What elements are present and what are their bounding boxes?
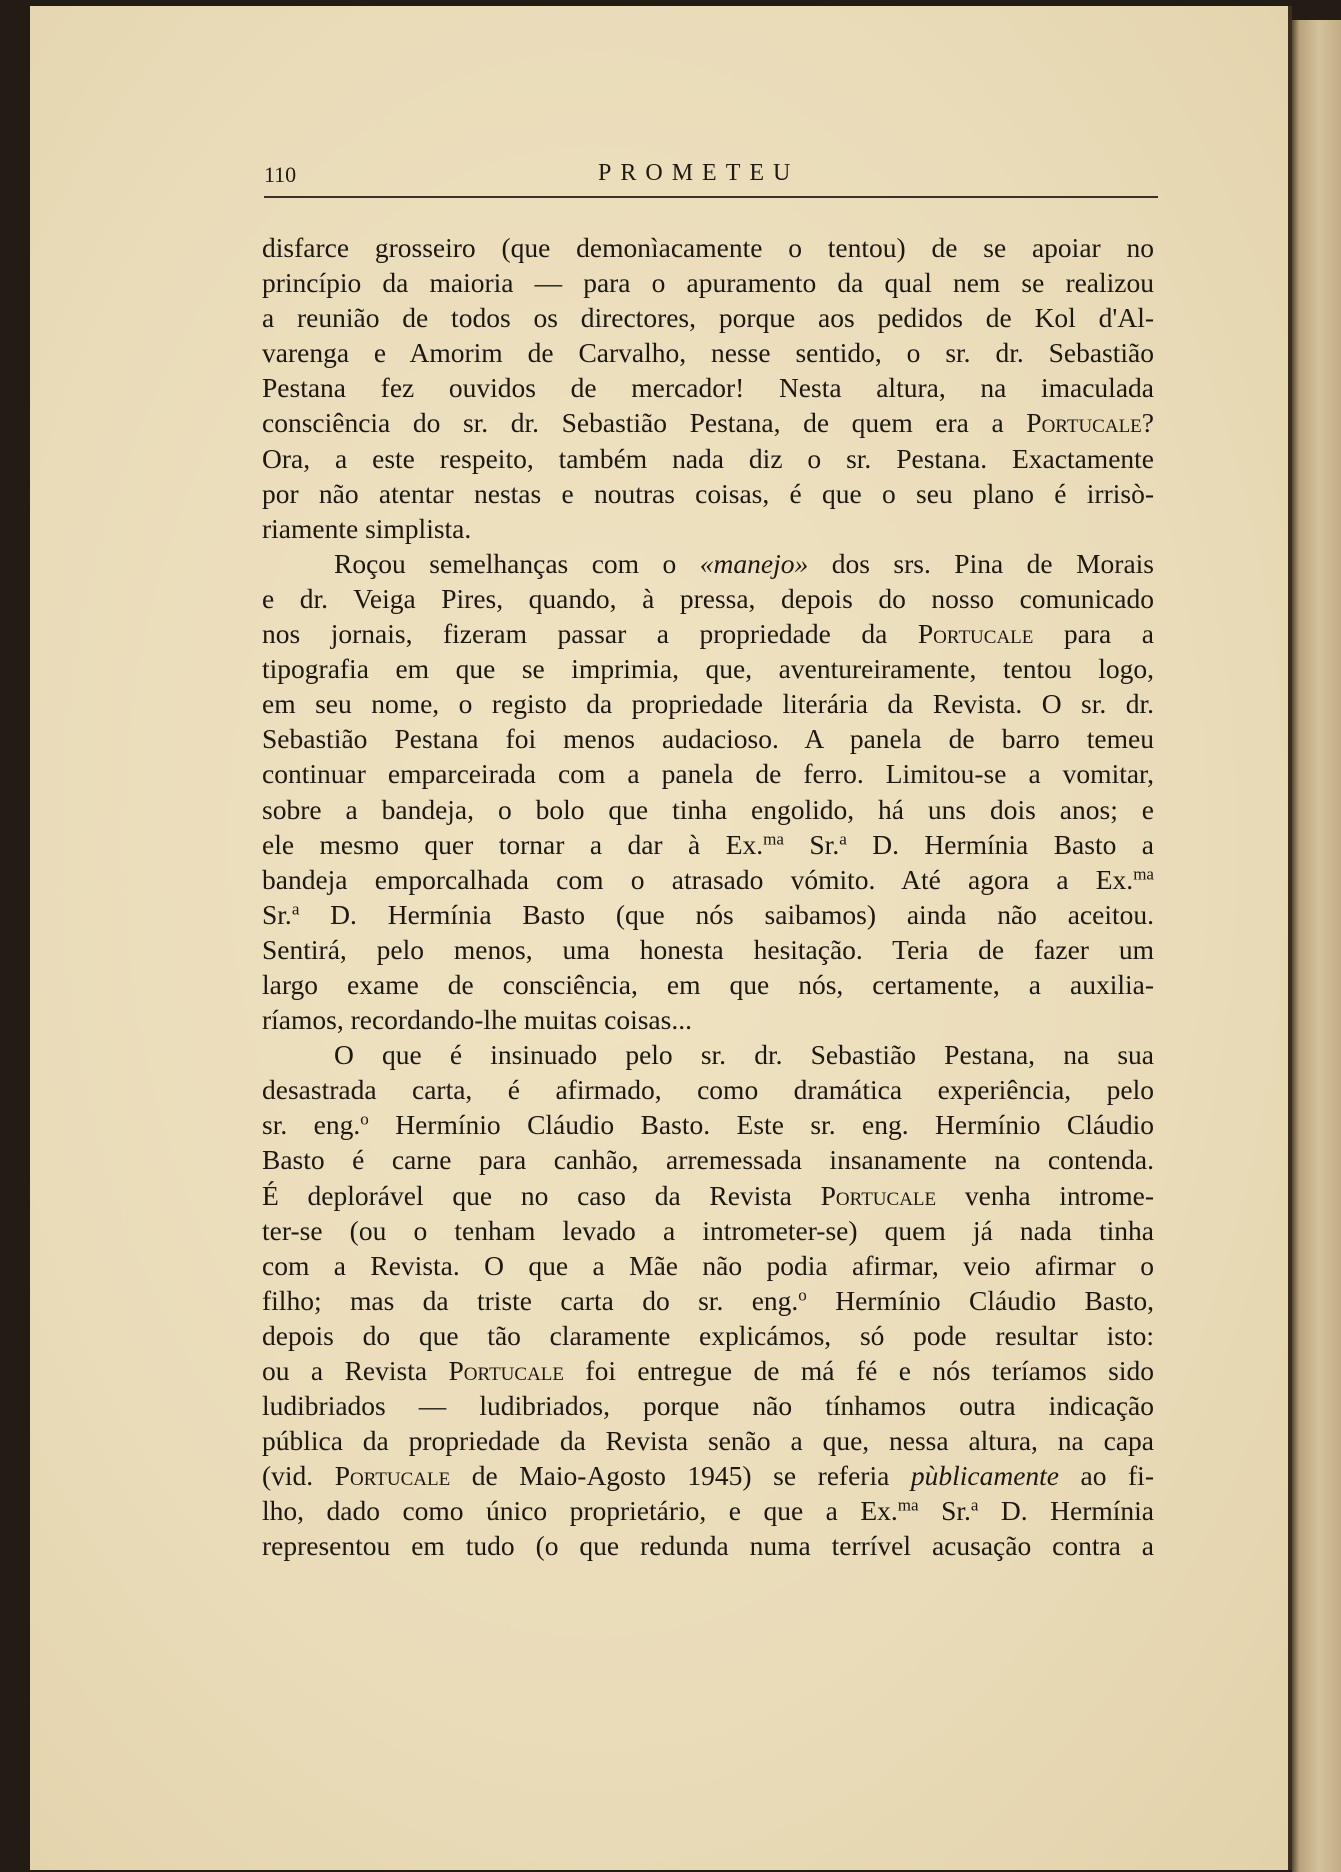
- text-line: sr. eng.$^o$ Hermínio Cláudio Basto. Este sr. eng. Hermínio Cláudio: [262, 1109, 1154, 1141]
- page-number: 110: [264, 162, 297, 187]
- text-line: e dr. Veiga Pires, quando, à pressa, depois do nosso comunicado: [262, 582, 1154, 614]
- text-line: pública da propriedade da Revista senão a que, nessa altura, na capa: [262, 1425, 1154, 1457]
- text-line: a reunião de todos os directores, porque aos pedidos de Kol d'Al-: [262, 302, 1154, 334]
- text-line: representou em tudo (o que redunda numa terrível acusação contra a: [262, 1530, 1154, 1562]
- text-line: É deplorável que no caso da Revista Portucale venha introme-: [262, 1179, 1154, 1211]
- text-line: por não atentar nestas e noutras coisas, é que o seu plano é irrisò-: [262, 477, 1154, 509]
- text-line: desastrada carta, é afirmado, como dramática experiência, pelo: [262, 1074, 1154, 1106]
- text-line: ter-se (ou o tenham levado a intrometer-se) quem já nada tinha: [262, 1214, 1154, 1246]
- body-text: [262, 230, 1154, 1564]
- text-line: bandeja emporcalhada com o atrasado vómito. Até agora a Ex.$^{ma}$: [262, 863, 1154, 895]
- header-rule: [264, 196, 1158, 198]
- text-line: filho; mas da triste carta do sr. eng.$^o$ Hermínio Cláudio Basto,: [262, 1284, 1154, 1316]
- text-line: ou a Revista Portucale foi entregue de má fé e nós teríamos sido: [262, 1355, 1154, 1386]
- text-line: tipografia em que se imprimia, que, aventureiramente, tentou logo,: [262, 653, 1154, 685]
- text-line: largo exame de consciência, em que nós, certamente, a auxilia-: [262, 968, 1154, 1000]
- text-line: (vid. Portucale de Maio-Agosto 1945) se referia pùblicamente ao fi-: [262, 1460, 1154, 1492]
- text-line: Basto é carne para canhão, arremessada insanamente na contenda.: [262, 1144, 1154, 1176]
- text-line: disfarce grosseiro (que demonìacamente o tentou) de se apoiar no: [262, 232, 1154, 263]
- running-header: [264, 156, 1158, 200]
- text-line: Ora, a este respeito, também nada diz o sr. Pestana. Exactamente: [262, 442, 1154, 474]
- text-line: ele mesmo quer tornar a dar à Ex.$^{ma}$ Sr.$^a$ D. Hermínia Basto a: [262, 828, 1154, 860]
- text-line: nos jornais, fizeram passar a propriedade da Portucale para a: [262, 618, 1154, 650]
- text-line: varenga e Amorim de Carvalho, nesse sentido, o sr. dr. Sebastião: [262, 337, 1154, 369]
- text-line: Sentirá, pelo menos, uma honesta hesitação. Teria de fazer um: [262, 933, 1154, 965]
- text-line: ríamos, recordando-lhe muitas coisas...: [262, 1004, 692, 1036]
- text-line: Sebastião Pestana foi menos audacioso. A panela de barro temeu: [262, 723, 1154, 755]
- text-line: riamente simplista.: [262, 512, 472, 544]
- text-line: consciência do sr. dr. Sebastião Pestana, de quem era a Portucale?: [262, 407, 1154, 439]
- text-line: com a Revista. O que a Mãe não podia afirmar, veio afirmar o: [262, 1249, 1154, 1281]
- text-line: em seu nome, o registo da propriedade literária da Revista. O sr. dr.: [262, 688, 1154, 720]
- text-line: Pestana fez ouvidos de mercador! Nesta altura, na imaculada: [262, 372, 1154, 404]
- adjacent-page-edge: [1292, 20, 1341, 1872]
- text-line: lho, dado como único proprietário, e que a Ex.$^{ma}$ Sr.$^a$ D. Hermínia: [262, 1495, 1154, 1527]
- text-line: princípio da maioria — para o apuramento da qual nem se realizou: [262, 267, 1154, 299]
- text-line: ludibriados — ludibriados, porque não tínhamos outra indicação: [262, 1390, 1154, 1422]
- text-line: continuar emparceirada com a panela de ferro. Limitou-se a vomitar,: [262, 758, 1154, 790]
- text-line: O que é insinuado pelo sr. dr. Sebastião Pestana, na sua: [334, 1039, 1154, 1071]
- text-line: Sr.$^a$ D. Hermínia Basto (que nós saibamos) ainda não aceitou.: [262, 898, 1154, 930]
- text-line: sobre a bandeja, o bolo que tinha engolido, há uns dois anos; e: [262, 793, 1154, 825]
- text-line: Roçou semelhanças com o «manejo» dos srs. Pina de Morais: [334, 547, 1154, 579]
- journal-title: PROMETEU: [598, 160, 800, 186]
- text-line: depois do que tão claramente explicámos, só pode resultar isto:: [262, 1319, 1154, 1351]
